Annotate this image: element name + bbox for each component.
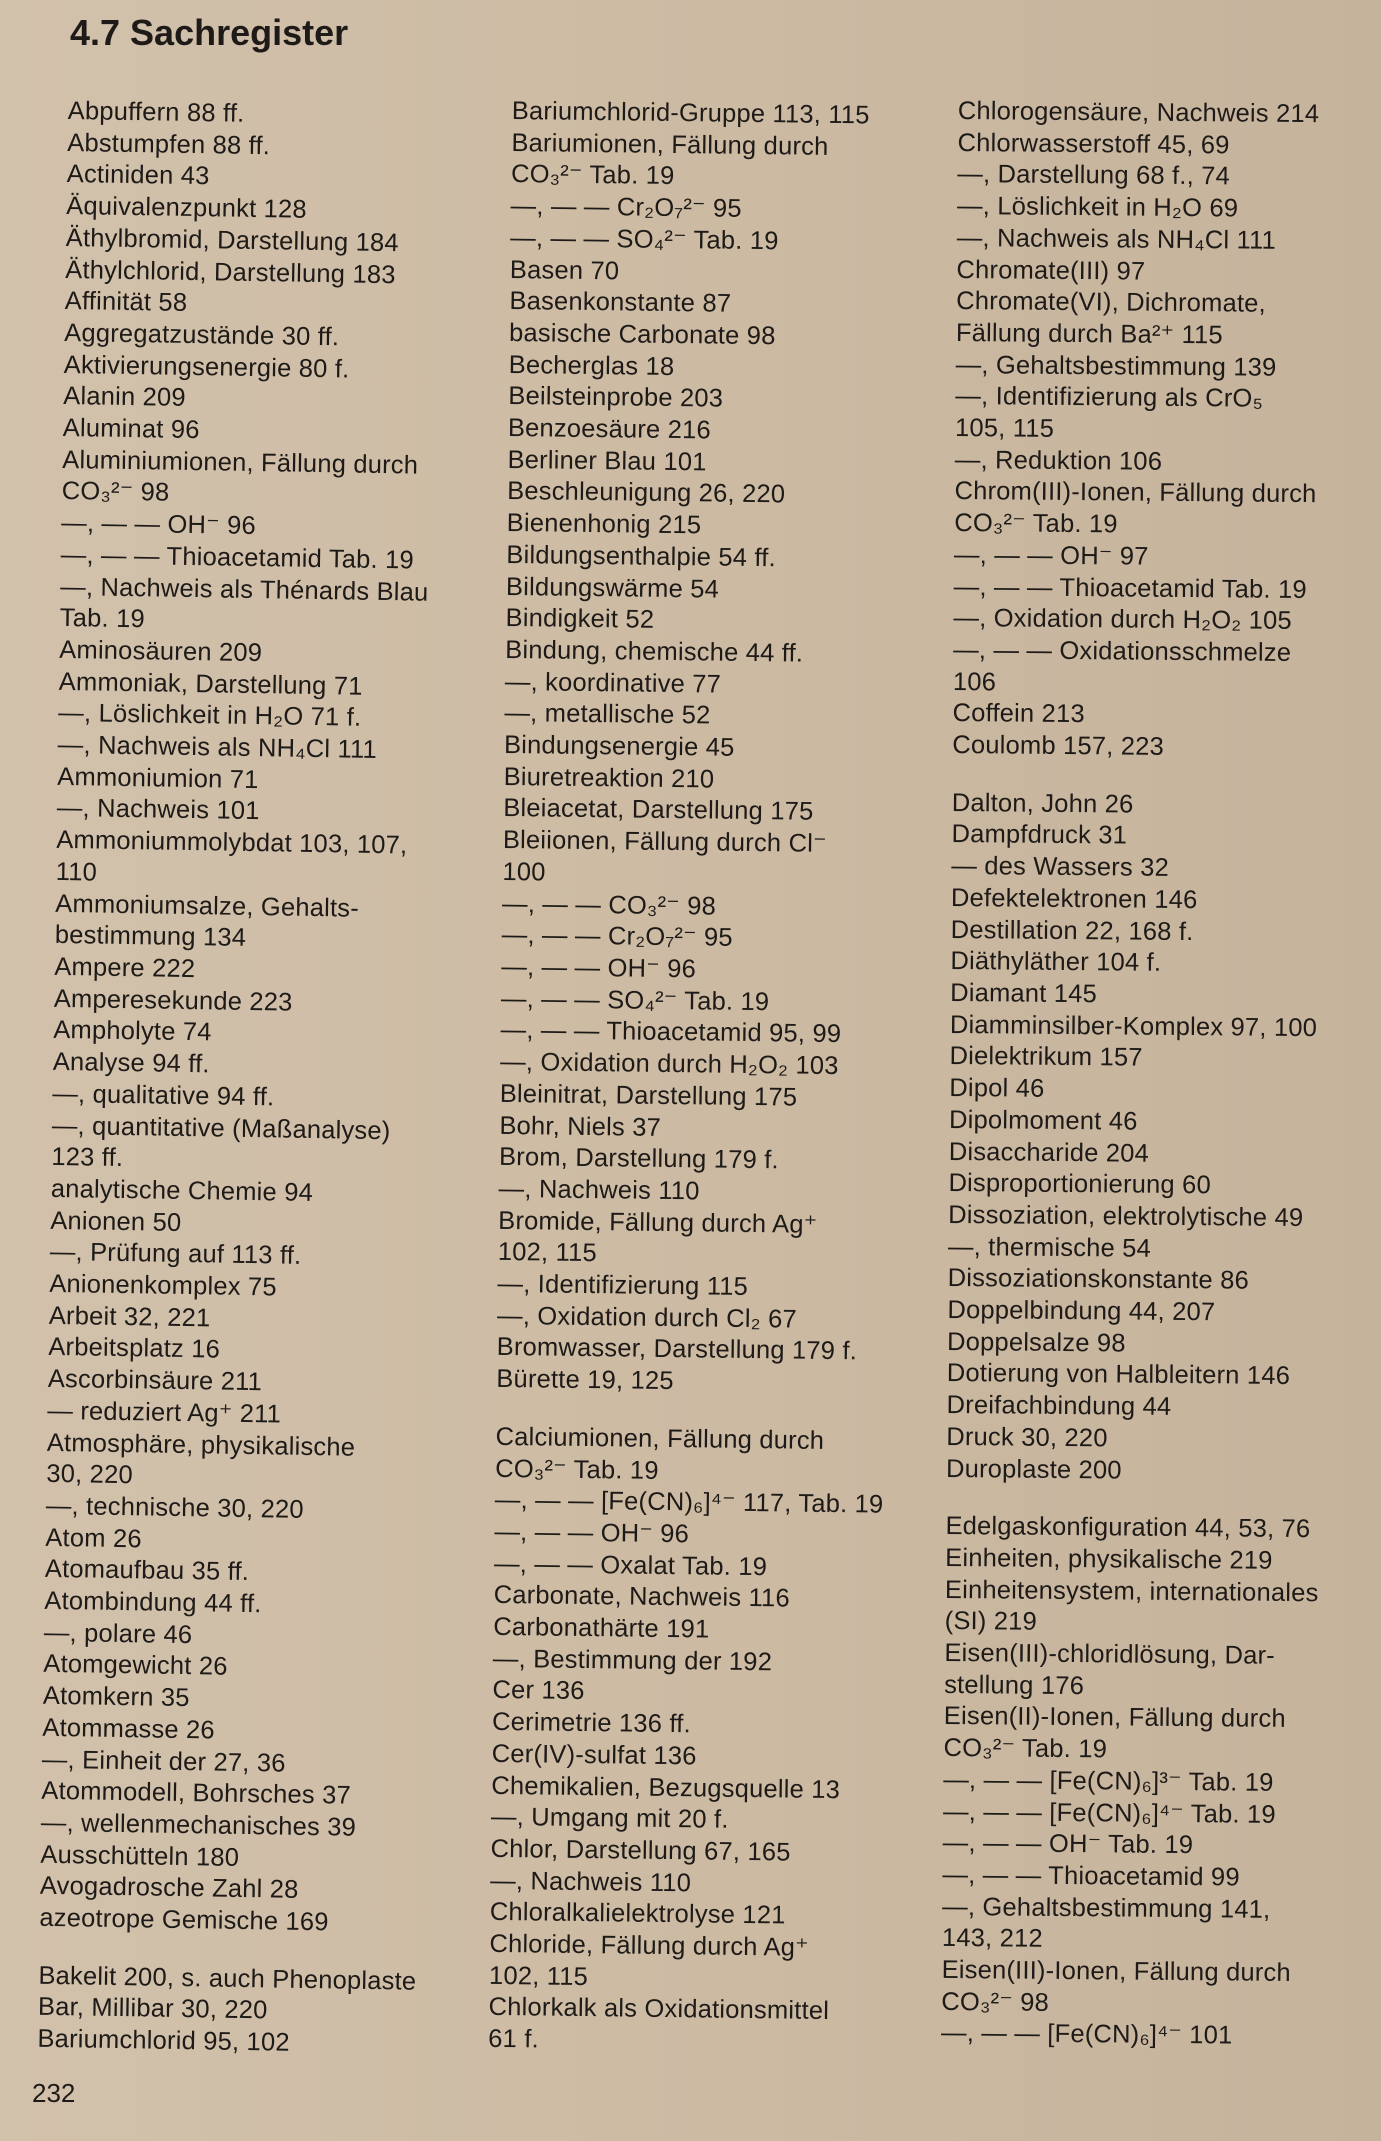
index-entry: Atommasse 26 xyxy=(42,1713,216,1745)
index-entry: Coffein 213 xyxy=(952,699,1085,729)
index-entry: 106 xyxy=(952,667,997,697)
index-entry: Diäthyläther 104 f. xyxy=(950,947,1162,978)
index-entry: Ampholyte 74 xyxy=(53,1016,212,1047)
index-entry: Chemikalien, Bezugsquelle 13 xyxy=(491,1771,841,1804)
index-entry: Cerimetrie 136 ff. xyxy=(491,1708,692,1739)
index-entry: Bar, Millibar 30, 220 xyxy=(37,1993,268,2025)
index-entry: Alanin 209 xyxy=(63,382,187,413)
index-column-2 xyxy=(488,96,952,2061)
index-entry: —, technische 30, 220 xyxy=(45,1491,304,1524)
index-entry: 143, 212 xyxy=(941,1924,1043,1954)
index-entry: Basenkonstante 87 xyxy=(509,287,732,318)
index-entry: Aktivierungsenergie 80 f. xyxy=(63,350,350,384)
index-entry: —, Identifizierung 115 xyxy=(497,1269,749,1301)
index-entry: Atomkern 35 xyxy=(42,1681,190,1713)
index-entry: Chloride, Fällung durch Ag⁺ xyxy=(489,1929,809,1962)
index-entry: Aminosäuren 209 xyxy=(59,635,263,668)
index-entry: Atommodell, Bohrsches 37 xyxy=(41,1777,352,1810)
index-entry: 61 f. xyxy=(488,2025,540,2054)
index-entry: Chlor, Darstellung 67, 165 xyxy=(490,1834,791,1867)
index-entry: —, — — [Fe(CN)₆]⁴⁻ 117, Tab. 19 xyxy=(494,1486,884,1519)
index-entry: CO₃²⁻ Tab. 19 xyxy=(510,160,675,191)
index-entry: Berliner Blau 101 xyxy=(507,445,707,477)
index-entry: Chlorwasserstoff 45, 69 xyxy=(957,128,1230,160)
index-entry: —, — — Cr₂O₇²⁻ 95 xyxy=(501,921,733,953)
index-entry: Äthylbromid, Darstellung 184 xyxy=(65,223,399,258)
index-entry: —, Nachweis als Thénards Blau xyxy=(60,572,429,607)
index-entry: —, Nachweis 101 xyxy=(56,794,260,826)
index-entry: Disproportionierung 60 xyxy=(948,1169,1212,1200)
index-entry: —, — — Thioacetamid Tab. 19 xyxy=(60,540,415,575)
index-entry: Doppelbindung 44, 207 xyxy=(947,1295,1216,1327)
index-entry: Arbeit 32, 221 xyxy=(48,1301,211,1333)
index-entry: —, — — [Fe(CN)₆]⁴⁻ 101 xyxy=(940,2019,1233,2050)
index-entry: Destillation 22, 168 f. xyxy=(950,915,1194,946)
index-entry: 105, 115 xyxy=(954,414,1055,443)
index-entry: Aluminiumionen, Fällung durch xyxy=(62,445,419,480)
index-entry: —, Prüfung auf 113 ff. xyxy=(49,1238,302,1271)
index-entry: —, Oxidation durch H₂O₂ 103 xyxy=(500,1048,839,1081)
index-entry: —, Oxidation durch Cl₂ 67 xyxy=(496,1301,798,1334)
index-entry: —, — — SO₄²⁻ Tab. 19 xyxy=(500,984,770,1016)
index-entry: —, — — OH⁻ 96 xyxy=(61,509,257,541)
index-entry: Abpuffern 88 ff. xyxy=(67,96,245,128)
index-entry: basische Carbonate 98 xyxy=(508,318,776,351)
index-entry: 102, 115 xyxy=(488,1961,589,1991)
index-entry: Duroplaste 200 xyxy=(945,1454,1122,1485)
index-column-1 xyxy=(37,96,508,2063)
index-entry: Atombindung 44 ff. xyxy=(44,1586,262,1619)
index-entry: Dalton, John 26 xyxy=(951,788,1134,819)
index-entry: Bromide, Fällung durch Ag⁺ xyxy=(498,1206,818,1239)
index-entry: —, Nachweis 110 xyxy=(498,1174,700,1206)
index-entry: Calciumionen, Fällung durch xyxy=(495,1422,825,1455)
index-entry: Atmosphäre, physikalische xyxy=(46,1428,356,1462)
index-entry: Ampere 222 xyxy=(54,952,196,984)
index-entry: Atom 26 xyxy=(45,1523,142,1553)
index-entry: Atomaufbau 35 ff. xyxy=(44,1555,250,1587)
index-entry: Tab. 19 xyxy=(59,604,146,634)
index-entry: —, — — OH⁻ Tab. 19 xyxy=(942,1829,1194,1860)
index-entry: —, Nachweis als NH₄Cl 111 xyxy=(956,223,1277,255)
index-entry: Bindungsenergie 45 xyxy=(503,731,735,762)
index-entry: Bleiacetat, Darstellung 175 xyxy=(503,794,814,827)
index-entry: —, — — SO₄²⁻ Tab. 19 xyxy=(510,223,779,256)
index-entry: Dreifachbindung 44 xyxy=(946,1391,1172,1422)
index-entry: Anionenkomplex 75 xyxy=(49,1269,277,1302)
index-entry: Coulomb 157, 223 xyxy=(952,731,1165,761)
index-entry: Ammoniumsalze, Gehalts- xyxy=(55,889,360,923)
index-entry: Diamminsilber-Komplex 97, 100 xyxy=(949,1010,1318,1042)
index-entry: Bindung, chemische 44 ff. xyxy=(505,635,804,668)
index-entry: stellung 176 xyxy=(944,1670,1085,1700)
index-entry: Bakelit 200, s. auch Phenoplaste xyxy=(38,1961,417,1996)
index-entry: Bienenhonig 215 xyxy=(506,509,702,540)
index-entry: CO₃²⁻ 98 xyxy=(941,1987,1050,2017)
index-entry: Ausschütteln 180 xyxy=(40,1840,240,1872)
index-entry: Einheitensystem, internationales xyxy=(944,1575,1319,1607)
index-entry: —, Darstellung 68 f., 74 xyxy=(957,160,1231,191)
index-entry: Cer(IV)-sulfat 136 xyxy=(491,1739,697,1771)
index-entry: Ascorbinsäure 211 xyxy=(47,1364,263,1397)
index-entry: Carbonathärte 191 xyxy=(493,1612,710,1644)
index-entry: Dielektrikum 157 xyxy=(949,1042,1143,1073)
index-entry: —, Identifizierung als CrO₅ xyxy=(955,382,1264,414)
index-entry: Druck 30, 220 xyxy=(946,1422,1108,1453)
index-entry: 110 xyxy=(55,857,98,887)
index-entry: Abstumpfen 88 ff. xyxy=(67,128,271,160)
index-entry: 100 xyxy=(502,857,546,887)
index-entry: —, — — OH⁻ 96 xyxy=(494,1517,690,1549)
index-entry: CO₃²⁻ Tab. 19 xyxy=(495,1454,659,1485)
index-entry: azeotrope Gemische 169 xyxy=(39,1903,329,1937)
index-entry: —, Gehaltsbestimmung 141, xyxy=(942,1892,1271,1924)
index-entry: Dissoziation, elektrolytische 49 xyxy=(948,1200,1304,1232)
index-entry: CO₃²⁻ Tab. 19 xyxy=(954,509,1118,539)
index-entry: Einheiten, physikalische 219 xyxy=(945,1543,1273,1575)
index-entry: Chromate(III) 97 xyxy=(956,255,1146,286)
index-entry: Bindigkeit 52 xyxy=(505,604,655,635)
index-entry: —, Bestimmung der 192 xyxy=(492,1644,773,1677)
index-entry: Chloralkalielektrolyse 121 xyxy=(489,1898,786,1930)
index-entry: Bildungswärme 54 xyxy=(505,572,720,604)
index-entry: 30, 220 xyxy=(46,1460,134,1490)
index-entry: Anionen 50 xyxy=(50,1206,182,1237)
index-entry: Disaccharide 204 xyxy=(948,1137,1150,1168)
index-entry: Becherglas 18 xyxy=(508,350,675,381)
index-entry: Bariumchlorid-Gruppe 113, 115 xyxy=(511,96,870,130)
index-entry: —, koordinative 77 xyxy=(504,667,722,699)
index-entry: — des Wassers 32 xyxy=(951,852,1170,883)
index-entry: Affinität 58 xyxy=(64,287,188,318)
index-entry: Dipolmoment 46 xyxy=(948,1105,1138,1136)
index-entry: Edelgaskonfiguration 44, 53, 76 xyxy=(945,1512,1311,1544)
index-entry: Cer 136 xyxy=(492,1676,585,1706)
index-entry: Eisen(II)-Ionen, Fällung durch xyxy=(943,1702,1286,1734)
index-entry: —, — — Thioacetamid 99 xyxy=(942,1860,1240,1892)
index-entry: Äthylchlorid, Darstellung 183 xyxy=(65,255,396,289)
index-entry: Ammoniak, Darstellung 71 xyxy=(58,667,363,701)
index-entry: —, — — [Fe(CN)₆]⁴⁻ Tab. 19 xyxy=(942,1797,1276,1829)
index-entry: Chlorkalk als Oxidationsmittel xyxy=(488,1993,830,2026)
index-entry: Fällung durch Ba²⁺ 115 xyxy=(955,318,1223,350)
index-entry: Bohr, Niels 37 xyxy=(499,1111,662,1142)
index-entry: Beilsteinprobe 203 xyxy=(508,382,724,413)
index-entry: Chlorogensäure, Nachweis 214 xyxy=(957,96,1320,129)
index-entry: —, — — CO₃²⁻ 98 xyxy=(501,889,717,921)
index-entry: Dotierung von Halbleitern 146 xyxy=(946,1359,1291,1391)
index-entry: —, — — Oxidationsschmelze xyxy=(953,635,1292,667)
index-entry: Arbeitsplatz 16 xyxy=(48,1333,221,1364)
index-entry: Carbonate, Nachweis 116 xyxy=(493,1581,790,1613)
index-entry: Actiniden 43 xyxy=(66,160,210,191)
index-entry: Bromwasser, Darstellung 179 f. xyxy=(496,1333,858,1366)
index-entry: CO₃²⁻ 98 xyxy=(61,477,170,508)
index-entry: —, Reduktion 106 xyxy=(954,445,1163,476)
index-entry: — reduziert Ag⁺ 211 xyxy=(47,1396,282,1429)
index-entry: —, Gehaltsbestimmung 139 xyxy=(955,350,1277,382)
index-entry: —, — — Thioacetamid Tab. 19 xyxy=(953,572,1307,604)
index-column-3 xyxy=(941,96,1373,2054)
index-entry: Bürette 19, 125 xyxy=(496,1365,674,1396)
index-entry: 102, 115 xyxy=(497,1238,598,1268)
index-entry: Doppelsalze 98 xyxy=(947,1327,1126,1358)
index-entry: —, Nachweis 110 xyxy=(490,1866,692,1897)
index-entry: Ammoniumion 71 xyxy=(57,762,259,794)
index-entry: —, Einheit der 27, 36 xyxy=(41,1745,286,1778)
index-entry: —, Oxidation durch H₂O₂ 105 xyxy=(953,604,1292,636)
index-entry: Diamant 145 xyxy=(950,978,1098,1009)
index-entry: Avogadrosche Zahl 28 xyxy=(39,1872,299,1905)
index-entry: —, wellenmechanisches 39 xyxy=(40,1808,357,1842)
index-entry: Analyse 94 ff. xyxy=(52,1047,210,1079)
index-entry: Dissoziationskonstante 86 xyxy=(947,1264,1250,1295)
index-entry: Beschleunigung 26, 220 xyxy=(506,477,786,509)
index-entry: —, — — Cr₂O₇²⁻ 95 xyxy=(510,192,742,223)
index-entry: Äquivalenzpunkt 128 xyxy=(66,192,308,224)
index-entry: —, — — Oxalat Tab. 19 xyxy=(493,1549,768,1581)
index-entry: Eisen(III)-chloridlösung, Dar- xyxy=(944,1638,1276,1670)
index-entry: —, polare 46 xyxy=(43,1618,193,1649)
index-entry: —, quantitative (Maßanalyse) xyxy=(51,1111,391,1145)
index-entry: —, Nachweis als NH₄Cl 111 xyxy=(57,730,378,764)
index-entry: Dipol 46 xyxy=(949,1074,1045,1103)
index-entry: bestimmung 134 xyxy=(54,921,247,953)
page-number: 232 xyxy=(32,2078,76,2108)
index-entry: Defektelektronen 146 xyxy=(950,883,1198,914)
index-entry: Atomgewicht 26 xyxy=(43,1650,228,1682)
index-entry: Bildungsenthalpie 54 ff. xyxy=(506,540,776,573)
index-entry: —, — — OH⁻ 96 xyxy=(501,952,697,984)
index-entry: Chrom(III)-Ionen, Fällung durch xyxy=(954,477,1317,509)
index-entry: —, Umgang mit 20 f. xyxy=(490,1803,729,1835)
index-entry: Chromate(VI), Dichromate, xyxy=(956,287,1266,318)
index-entry: —, — — OH⁻ 97 xyxy=(953,540,1149,571)
index-entry: Bariumchlorid 95, 102 xyxy=(37,2024,290,2057)
index-entry: Benzoesäure 216 xyxy=(507,414,712,445)
index-entry: analytische Chemie 94 xyxy=(50,1174,314,1207)
index-entry: Eisen(III)-Ionen, Fällung durch xyxy=(941,1956,1291,1988)
index-entry: (SI) 219 xyxy=(944,1607,1038,1637)
index-entry: Amperesekunde 223 xyxy=(53,984,293,1017)
index-entry: Bariumionen, Fällung durch xyxy=(511,128,829,161)
index-entry: 123 ff. xyxy=(51,1143,124,1173)
index-entry: Ammoniummolybdat 103, 107, xyxy=(56,826,408,860)
index-entry: Aluminat 96 xyxy=(62,413,200,445)
index-entry: Biuretreaktion 210 xyxy=(503,762,715,794)
page-title: 4.7 Sachregister xyxy=(70,12,349,53)
index-entry: —, qualitative 94 ff. xyxy=(52,1079,275,1112)
index-entry: —, — — Thioacetamid 95, 99 xyxy=(500,1016,842,1049)
index-entry: Bleinitrat, Darstellung 175 xyxy=(499,1079,798,1112)
index-entry: —, Löslichkeit in H₂O 69 xyxy=(956,192,1239,223)
index-entry: Brom, Darstellung 179 f. xyxy=(498,1143,779,1175)
index-entry: —, metallische 52 xyxy=(504,699,711,730)
index-entry: —, Löslichkeit in H₂O 71 f. xyxy=(58,699,362,733)
index-entry: Dampfdruck 31 xyxy=(951,820,1128,850)
index-entry: —, — — [Fe(CN)₆]³⁻ Tab. 19 xyxy=(943,1765,1274,1797)
index-entry: Bleiionen, Fällung durch Cl⁻ xyxy=(502,826,827,859)
index-entry: CO₃²⁻ Tab. 19 xyxy=(943,1734,1108,1764)
index-entry: Aggregatzustände 30 ff. xyxy=(64,318,340,352)
index-entry: Basen 70 xyxy=(509,255,620,285)
index-entry: —, thermische 54 xyxy=(947,1232,1152,1263)
